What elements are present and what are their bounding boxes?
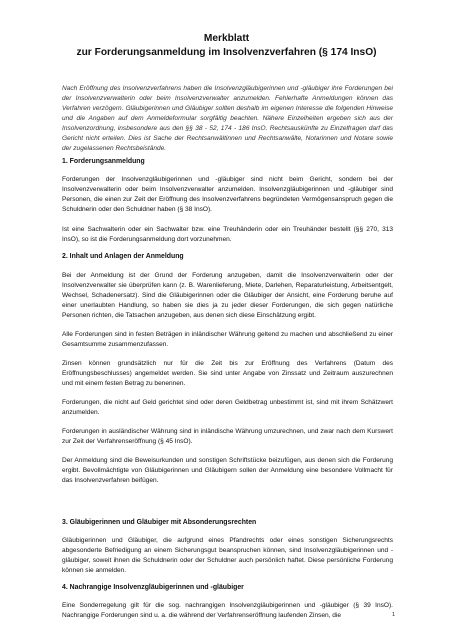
section-4-paragraph-1: Eine Sonderregelung gilt für die sog. nachrangigen Insolvenzgläubigerinnen und -gläubiger (§ 39 InsO). Nachrangige Forderungen sind u. a. die während der Verfahrenseröffnung laufenden Zinsen, die <box>62 602 393 619</box>
section-4-heading: 4. Nachrangige Insolvenzgläubigerinnen und -gläubiger <box>62 584 244 591</box>
section-2-body <box>62 271 393 486</box>
section-2-paragraph-5: Forderungen in ausländischer Währung sind in inländische Währung umzurechnen, und zwar nach dem Kurswert zur Zeit der Verfahrenseröffnung (§ 45 InsO). <box>62 428 393 445</box>
intro-text: Nach Eröffnung des Insolvenzverfahrens haben die Insolvenzgläubigerinnen und -gläubiger ihre Forderungen bei der Insolvenzverwalterin oder beim Insolvenzverwalter anzumelden. Fehlerhafte Anmeldungen können das Verfahren verzögern. Gläubigerinnen und Gläubiger sollten deshalb im eigenen Interesse die folgenden Hinweise und die Angaben auf dem Anmeldeformular sorgfältig beachten. Nähere Einzelheiten ergeben sich aus der Insolvenzordnung, insbesondere aus den §§ 38 - 52, 174 - 186 InsO. Rechtsauskünfte zu Einzelfragen darf das Gericht nicht erteilen. Dies ist Sache der Rechtsanwältinnen und Rechtsanwälte, Notarinnen und Notare sowie der zugelassenen Rechtsbeistände. <box>62 85 393 152</box>
section-2-paragraph-6: Der Anmeldung sind die Beweisurkunden und sonstigen Schriftstücke beizufügen, aus denen sich die Forderung ergibt. Bevollmächtigte von Gläubigerinnen und Gläubigern sollen der Anmeldung eine besondere Vollmacht für das Insolvenzverfahren beifügen. <box>62 457 393 484</box>
section-2-paragraph-3: Zinsen können grundsätzlich nur für die Zeit bis zur Eröffnung des Verfahrens (Datum des Eröffnungsbeschlusses) angemeldet werden. Sie sind unter Angabe von Zinssatz und Zeitraum auszurechnen und mit einem festen Betrag zu benennen. <box>62 360 393 387</box>
section-2-heading: 2. Inhalt und Anlagen der Anmeldung <box>62 253 184 260</box>
section-2-paragraph-4: Forderungen, die nicht auf Geld gerichtet sind oder deren Geldbetrag unbestimmt ist, sind mit ihrem Schätzwert anzumelden. <box>62 399 393 416</box>
document-subtitle: zur Forderungsanmeldung im Insolvenzverfahren (§ 174 InsO) <box>76 47 377 58</box>
section-1-body <box>62 175 393 245</box>
section-2-paragraph-2: Alle Forderungen sind in festen Beträgen in inländischer Währung geltend zu machen und abschließend zu einer Gesamtsumme zusammenzufassen. <box>62 331 393 348</box>
page-number: 1 <box>391 612 395 618</box>
section-2-paragraph-1: Bei der Anmeldung ist der Grund der Forderung anzugeben, damit die Insolvenzverwalterin oder der Insolvenzverwalter sie überprüfen kann (z. B. Warenlieferung, Miete, Darlehen, Reparaturleistung, Arbeitsentgelt, Wechsel, Schadenersatz). Sind die Gläubigerinnen oder die Gläubiger der Ansicht, eine Forderung beruhe auf einer unerlaubten Handlung, so haben sie dies ja zu jeder dieser Forderungen, die sich gegen natürliche Personen richten, die Tatsachen anzugeben, aus denen sich diese Einschätzung ergibt. <box>62 272 393 319</box>
section-3-paragraph-1: Gläubigerinnen und Gläubiger, die aufgrund eines Pfandrechts oder eines sonstigen Sicherungsrechts abgesonderte Befriedigung an einem Sicherungsgut beanspruchen können, sind Insolvenzgläubigerinnen und -gläubiger, soweit ihnen die Schuldnerin oder der Schuldner auch persönlich haftet. Diese persönliche Forderung können sie anmelden. <box>62 537 393 574</box>
section-4-body <box>62 601 393 621</box>
section-3-body <box>62 536 393 576</box>
section-3-heading: 3. Gläubigerinnen und Gläubiger mit Absonderungsrechten <box>62 519 257 526</box>
intro-paragraph <box>62 84 393 154</box>
section-1-paragraph-2: Ist eine Sachwalterin oder ein Sachwalter bzw. eine Treuhänderin oder ein Treuhänder bestellt (§§ 270, 313 InsO), so ist die Forderungsanmeldung dort vorzunehmen. <box>62 226 393 243</box>
section-1-heading: 1. Forderungsanmeldung <box>62 158 145 165</box>
document-title: Merkblatt <box>203 33 250 44</box>
section-1-paragraph-1: Forderungen der Insolvenzgläubigerinnen und -gläubiger sind nicht beim Gericht, sondern bei der Insolvenzverwalterin oder beim Insolvenzverwalter anzumelden. Insolvenzgläubigerinnen und -gläubiger sind Personen, die einen zur Zeit der Eröffnung des Insolvenzverfahrens begründeten Vermögensanspruch gegen die Schuldnerin oder den Schuldner haben (§ 38 InsO). <box>62 176 393 213</box>
